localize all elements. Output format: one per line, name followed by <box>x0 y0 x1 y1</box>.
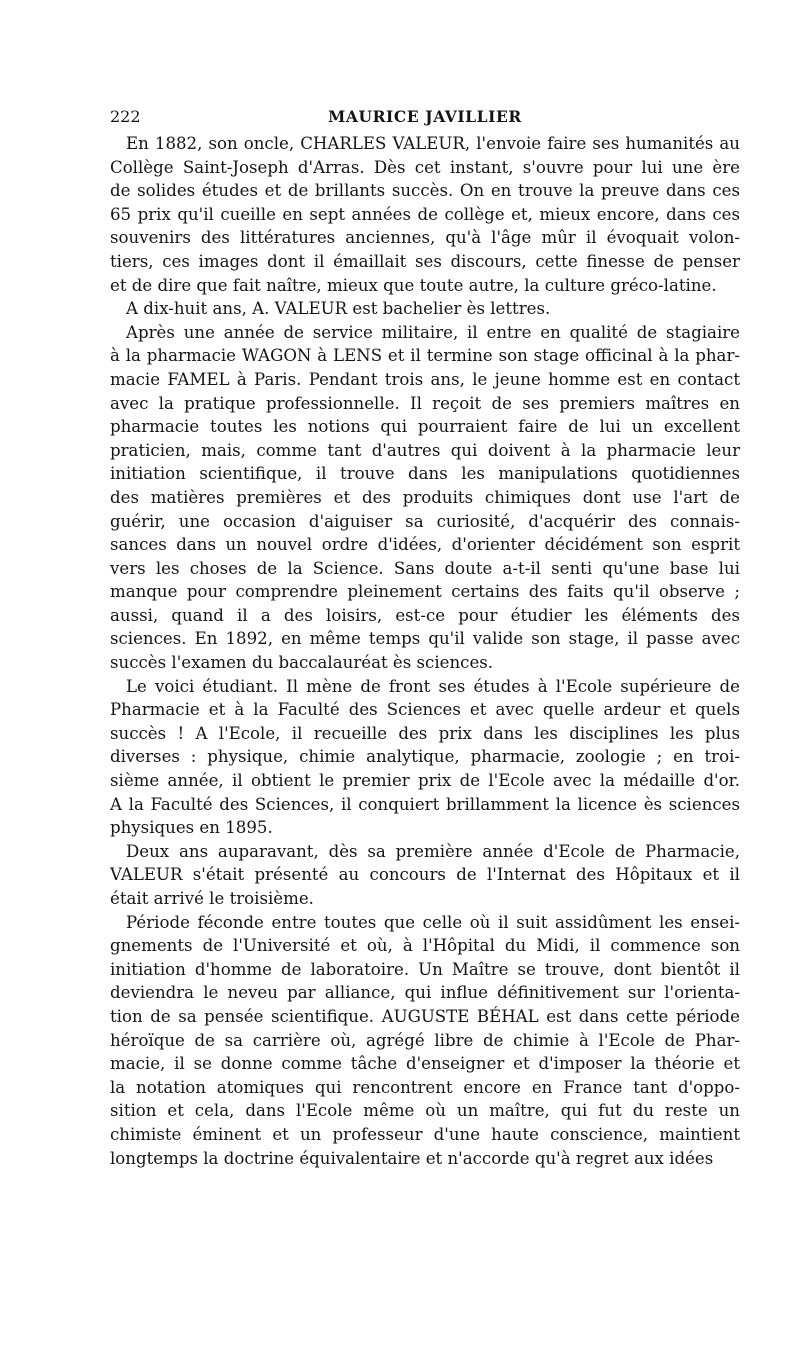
text-line: initiation d'homme de laboratoire. Un Maître se trouve, dont bientôt il <box>110 959 740 979</box>
text-line: était arrivé le troisième. <box>110 889 314 908</box>
paragraph <box>110 132 740 297</box>
text-line: Collège Saint-Joseph d'Arras. Dès cet instant, s'ouvre pour lui une ère <box>110 157 740 177</box>
body-text <box>110 132 740 1170</box>
book-page <box>110 102 740 1170</box>
text-line: macie FAMEL à Paris. Pendant trois ans, le jeune homme est en contact <box>110 369 740 389</box>
text-line: vers les choses de la Science. Sans doute a-t-il senti qu'une base lui <box>110 558 740 578</box>
text-line: longtemps la doctrine équivalentaire et n'accorde qu'à regret aux idées <box>110 1148 714 1168</box>
text-line: Période féconde entre toutes que celle où il suit assidûment les ensei- <box>126 912 740 932</box>
text-line: des matières premières et des produits chimiques dont use l'art de <box>110 487 740 507</box>
text-line: héroïque de sa carrière où, agrégé libre de chimie à l'Ecole de Phar- <box>110 1030 740 1050</box>
text-line: avec la pratique professionnelle. Il reçoit de ses premiers maîtres en <box>110 393 740 413</box>
text-line: manque pour comprendre pleinement certains des faits qu'il observe ; <box>110 582 740 602</box>
text-line: Deux ans auparavant, dès sa première année d'Ecole de Pharmacie, <box>126 841 740 861</box>
text-line: macie, il se donne comme tâche d'enseigner et d'imposer la théorie et <box>110 1054 740 1074</box>
paragraph <box>110 840 740 911</box>
text-line: pharmacie toutes les notions qui pourraient faire de lui un excellent <box>110 417 740 437</box>
running-title: MAURICE JAVILLIER <box>328 107 522 126</box>
text-line: de solides études et de brillants succès. On en trouve la preuve dans ces <box>110 181 740 201</box>
text-line: chimiste éminent et un professeur d'une haute conscience, maintient <box>110 1124 740 1144</box>
text-line: Pharmacie et à la Faculté des Sciences et avec quelle ardeur et quels <box>110 700 740 720</box>
text-line: tiers, ces images dont il émaillait ses discours, cette finesse de penser <box>110 251 740 271</box>
text-line: 65 prix qu'il cueille en sept années de collège et, mieux encore, dans ces <box>110 204 740 224</box>
text-line: praticien, mais, comme tant d'autres qui doivent à la pharmacie leur <box>110 440 740 460</box>
text-line: Après une année de service militaire, il entre en qualité de stagiaire <box>126 322 740 342</box>
text-line: succès l'examen du baccalauréat ès sciences. <box>110 653 494 673</box>
text-line: sition et cela, dans l'Ecole même où un maître, qui fut du reste un <box>110 1101 740 1121</box>
text-line: gnements de l'Université et où, à l'Hôpital du Midi, il commence son <box>110 936 740 956</box>
text-line: A dix-huit ans, A. VALEUR est bachelier ès lettres. <box>126 299 551 319</box>
text-line: diverses : physique, chimie analytique, pharmacie, zoologie ; en troi- <box>110 747 740 767</box>
text-line: et de dire que fait naître, mieux que toute autre, la culture gréco-latine. <box>110 275 717 295</box>
text-line: sième année, il obtient le premier prix de l'Ecole avec la médaille d'or. <box>110 771 740 791</box>
text-line: initiation scientifique, il trouve dans les manipulations quotidiennes <box>110 464 740 484</box>
text-line: succès ! A l'Ecole, il recueille des prix dans les disciplines les plus <box>110 723 740 743</box>
text-line: guérir, une occasion d'aiguiser sa curiosité, d'acquérir des connais- <box>110 511 740 531</box>
page-number: 222 <box>110 107 141 126</box>
text-line: Le voici étudiant. Il mène de front ses études à l'Ecole supérieure de <box>126 676 740 696</box>
text-line: deviendra le neveu par alliance, qui influe définitivement sur l'orienta- <box>110 983 740 1003</box>
text-line: A la Faculté des Sciences, il conquiert brillamment la licence ès sciences <box>110 794 740 814</box>
text-line: tion de sa pensée scientifique. AUGUSTE BÉHAL est dans cette période <box>110 1006 740 1026</box>
text-line: à la pharmacie WAGON à LENS et il termine son stage officinal à la phar- <box>110 346 740 366</box>
text-line: sances dans un nouvel ordre d'idées, d'orienter décidément son esprit <box>110 535 740 555</box>
text-line: VALEUR s'était présenté au concours de l'Internat des Hôpitaux et il <box>110 865 740 885</box>
text-line: sciences. En 1892, en même temps qu'il valide son stage, il passe avec <box>110 629 740 649</box>
paragraph <box>110 911 740 1171</box>
paragraph <box>110 321 740 675</box>
text-line: la notation atomiques qui rencontrent encore en France tant d'oppo- <box>110 1077 740 1097</box>
text-line: En 1882, son oncle, CHARLES VALEUR, l'envoie faire ses humanités au <box>126 134 740 153</box>
text-line: physiques en 1895. <box>110 818 273 838</box>
running-head <box>110 102 740 132</box>
text-line: aussi, quand il a des loisirs, est-ce pour étudier les éléments des <box>110 605 740 625</box>
paragraph <box>110 675 740 840</box>
text-line: souvenirs des littératures anciennes, qu'à l'âge mûr il évoquait volon- <box>110 228 740 248</box>
paragraph <box>110 297 740 321</box>
